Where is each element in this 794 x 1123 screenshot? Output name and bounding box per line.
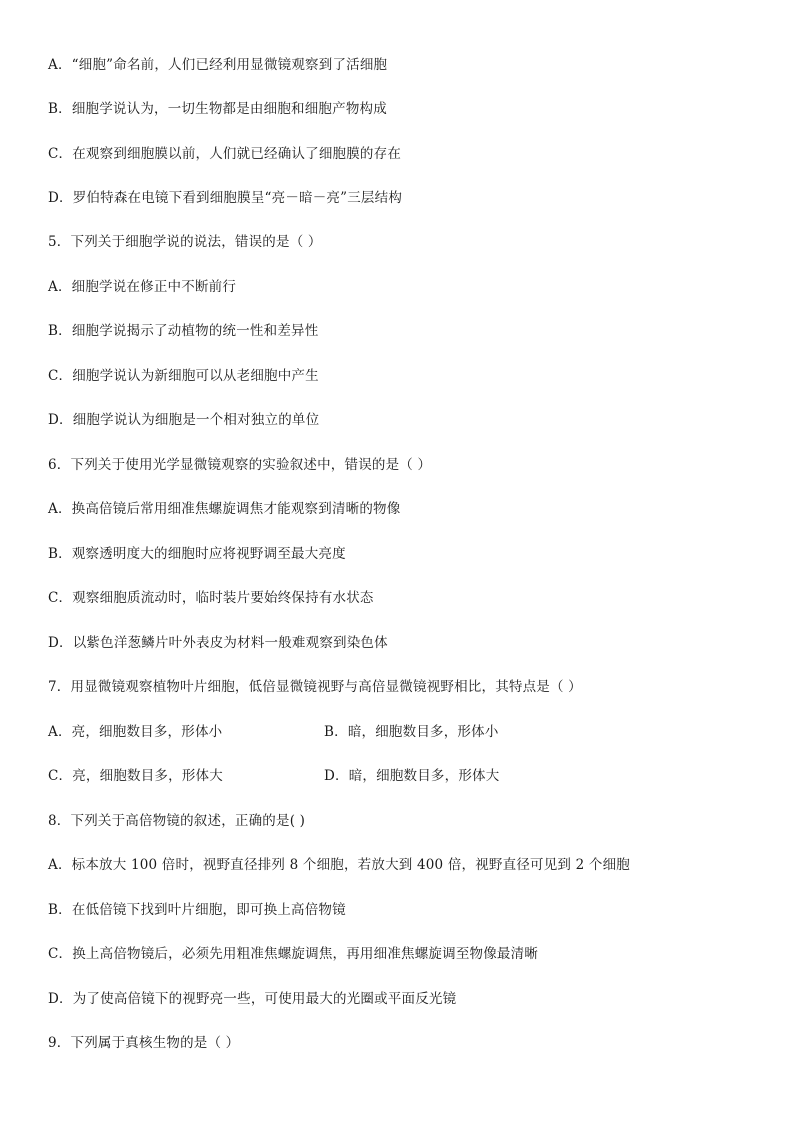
option-c-q8: C．换上高倍物镜后，必须先用粗准焦螺旋调焦，再用细准焦螺旋调至物像最清晰 xyxy=(48,946,539,962)
option-a-q7: A．亮，细胞数目多，形体小 xyxy=(48,724,223,740)
question-5-stem: 5．下列关于细胞学说的说法，错误的是（ ） xyxy=(48,234,322,250)
option-b-q7: B．暗，细胞数目多，形体小 xyxy=(324,724,499,740)
option-a-q6: A．换高倍镜后常用细准焦螺旋调焦才能观察到清晰的物像 xyxy=(48,501,401,517)
question-6-stem: 6．下列关于使用光学显微镜观察的实验叙述中，错误的是（ ） xyxy=(48,457,432,473)
option-d-q8: D．为了使高倍镜下的视野亮一些，可使用最大的光圈或平面反光镜 xyxy=(48,991,457,1007)
question-9-stem: 9．下列属于真核生物的是（ ） xyxy=(48,1035,240,1051)
question-7-stem: 7．用显微镜观察植物叶片细胞，低倍显微镜视野与高倍显微镜视野相比，其特点是（ ） xyxy=(48,679,582,695)
option-c-q5: C．细胞学说认为新细胞可以从老细胞中产生 xyxy=(48,368,319,384)
option-c-q6: C．观察细胞质流动时，临时装片要始终保持有水状态 xyxy=(48,590,374,606)
question-8-stem: 8．下列关于高倍物镜的叙述，正确的是( ) xyxy=(48,813,306,829)
option-a-q4: A．“细胞”命名前，人们已经利用显微镜观察到了活细胞 xyxy=(48,57,388,73)
option-b-q8: B．在低倍镜下找到叶片细胞，即可换上高倍物镜 xyxy=(48,902,346,918)
option-a-q5: A．细胞学说在修正中不断前行 xyxy=(48,279,237,295)
option-d-q6: D．以紫色洋葱鳞片叶外表皮为材料一般难观察到染色体 xyxy=(48,635,388,651)
option-b-q6: B．观察透明度大的细胞时应将视野调至最大亮度 xyxy=(48,546,346,562)
option-d-q7: D．暗，细胞数目多，形体大 xyxy=(324,768,500,784)
option-c-q4: C．在观察到细胞膜以前，人们就已经确认了细胞膜的存在 xyxy=(48,146,402,162)
option-d-q4: D．罗伯特森在电镜下看到细胞膜呈“亮－暗－亮”三层结构 xyxy=(48,190,403,206)
option-b-q5: B．细胞学说揭示了动植物的统一性和差异性 xyxy=(48,323,319,339)
option-b-q4: B．细胞学说认为，一切生物都是由细胞和细胞产物构成 xyxy=(48,101,387,117)
option-c-q7: C．亮，细胞数目多，形体大 xyxy=(48,768,223,784)
option-a-q8: A．标本放大 100 倍时，视野直径排列 8 个细胞，若放大到 400 倍，视野直径可见到 2 个细胞 xyxy=(48,857,630,873)
option-d-q5: D．细胞学说认为细胞是一个相对独立的单位 xyxy=(48,412,320,428)
